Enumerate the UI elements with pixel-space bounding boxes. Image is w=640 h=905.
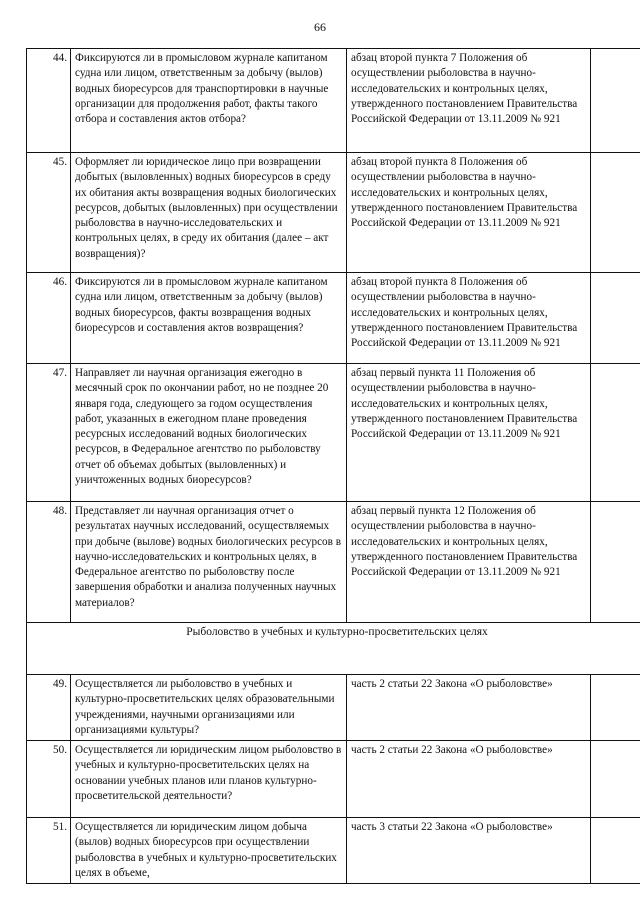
row-number: 47. — [27, 364, 71, 502]
empty-cell — [591, 364, 640, 502]
question-cell: Представляет ли научная организация отчет о результатах научных исследований, осуществляемых при добыче (вылове) водных биологических ресурсов в научно-исследовательских и контрольных целях, в Федеральное агентство по рыболовству после завершения обработки и анализа полученных научных материалов? — [71, 502, 347, 623]
section-title: Рыболовство в учебных и культурно-просветительских целях — [27, 623, 640, 675]
table-row — [27, 49, 640, 153]
table-row — [27, 153, 640, 273]
empty-cell — [591, 49, 640, 153]
table-row — [27, 741, 640, 818]
page-number: 66 — [314, 20, 326, 34]
row-number: 49. — [27, 675, 71, 741]
row-number: 48. — [27, 502, 71, 623]
question-cell: Оформляет ли юридическое лицо при возвращении добытых (выловленных) водных биоресурсов в среду их обитания акты возвращения водных биологических ресурсов, добытых (выловленных) при осуществлении рыболовства в научно-исследовательских и контрольных целях, в среду их обитания (далее – акт возвращения)? — [71, 153, 347, 273]
reference-cell: абзац первый пункта 12 Положения об осуществлении рыболовства в научно-исследовательских и контрольных целях, утвержденного постановлением Правительства Российской Федерации от 13.11.2009 № 921 — [347, 502, 591, 623]
table-row — [27, 818, 640, 884]
empty-cell — [591, 741, 640, 818]
question-cell: Направляет ли научная организация ежегодно в месячный срок по окончании работ, но не позднее 20 января года, следующего за годом осуществления работ, указанных в ежегодном плане проведения ресурсных исследований водных биологических ресурсов, в Федеральное агентство по рыболовству отчет об объемах добытых (выловленных) и уничтоженных водных биоресурсов? — [71, 364, 347, 502]
row-number: 44. — [27, 49, 71, 153]
question-cell: Осуществляется ли рыболовство в учебных и культурно-просветительских целях образовательными учреждениями, научными организациями или организациями культуры? — [71, 675, 347, 741]
checklist-table — [26, 48, 640, 884]
question-cell: Осуществляется ли юридическим лицом рыболовство в учебных и культурно-просветительских целях на основании учебных планов или планов культурно-просветительской деятельности? — [71, 741, 347, 818]
reference-cell: часть 2 статьи 22 Закона «О рыболовстве» — [347, 741, 591, 818]
section-row — [27, 623, 640, 675]
empty-cell — [591, 153, 640, 273]
empty-cell — [591, 818, 640, 884]
row-number: 51. — [27, 818, 71, 884]
question-cell: Фиксируются ли в промысловом журнале капитаном судна или лицом, ответственным за добычу (вылов) водных биоресурсов для транспортировки в научные организации для продолжения работ, факты такого отбора и составления актов отбора? — [71, 49, 347, 153]
reference-cell: абзац второй пункта 8 Положения об осуществлении рыболовства в научно-исследовательских и контрольных целях, утвержденного постановлением Правительства Российской Федерации от 13.11.2009 № 921 — [347, 273, 591, 364]
row-number: 45. — [27, 153, 71, 273]
reference-cell: абзац второй пункта 8 Положения об осуществлении рыболовства в научно-исследовательских и контрольных целях, утвержденного постановлением Правительства Российской Федерации от 13.11.2009 № 921 — [347, 153, 591, 273]
table-row — [27, 364, 640, 502]
table-row — [27, 675, 640, 741]
empty-cell — [591, 502, 640, 623]
reference-cell: абзац первый пункта 11 Положения об осуществлении рыболовства в научно-исследовательских и контрольных целях, утвержденного постановлением Правительства Российской Федерации от 13.11.2009 № 921 — [347, 364, 591, 502]
row-number: 46. — [27, 273, 71, 364]
row-number: 50. — [27, 741, 71, 818]
empty-cell — [591, 675, 640, 741]
reference-cell: часть 3 статьи 22 Закона «О рыболовстве» — [347, 818, 591, 884]
empty-cell — [591, 273, 640, 364]
table-row — [27, 273, 640, 364]
reference-cell: часть 2 статьи 22 Закона «О рыболовстве» — [347, 675, 591, 741]
question-cell: Осуществляется ли юридическим лицом добыча (вылов) водных биоресурсов при осуществлении рыболовства в учебных и культурно-просветительских целях в объеме, — [71, 818, 347, 884]
reference-cell: абзац второй пункта 7 Положения об осуществлении рыболовства в научно-исследовательских и контрольных целях, утвержденного постановлением Правительства Российской Федерации от 13.11.2009 № 921 — [347, 49, 591, 153]
question-cell: Фиксируются ли в промысловом журнале капитаном судна или лицом, ответственным за добычу (вылов) водных биоресурсов, факты возвращения водных биоресурсов и составления актов возвращения? — [71, 273, 347, 364]
table-row — [27, 502, 640, 623]
